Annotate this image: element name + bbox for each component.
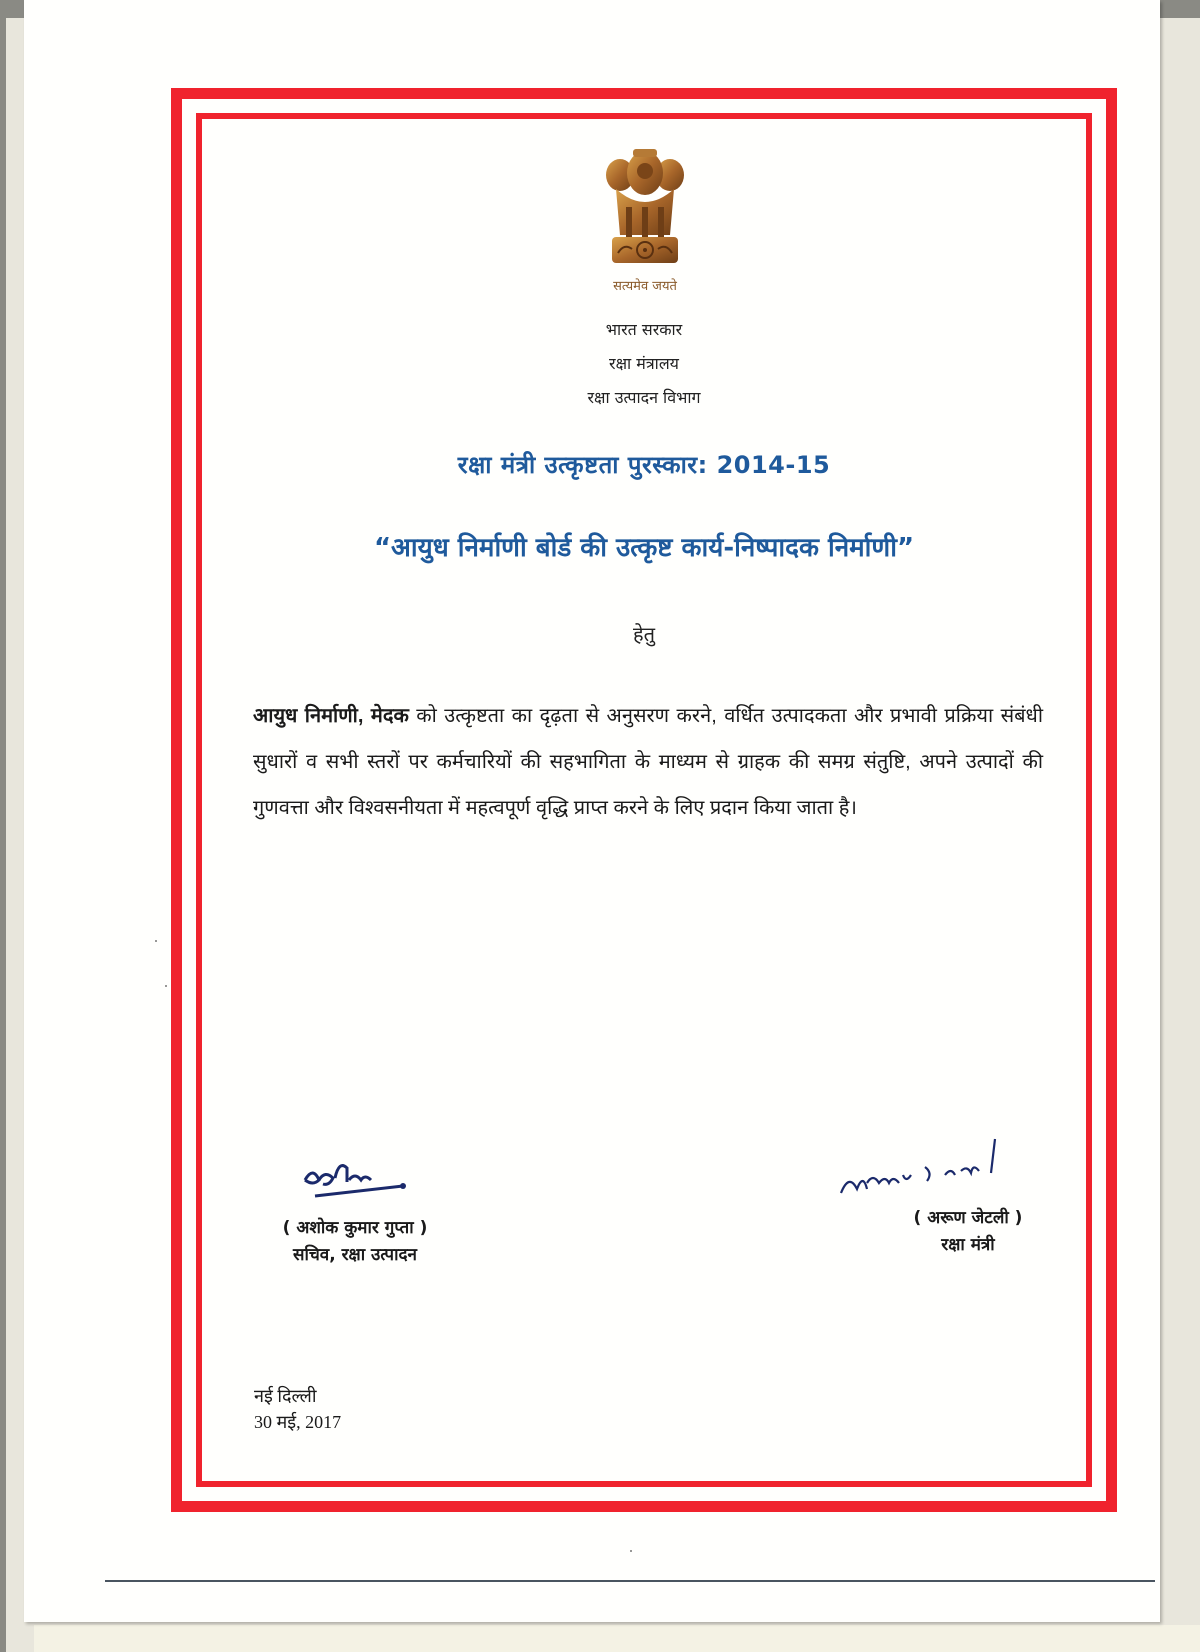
scan-speck <box>630 1550 632 1552</box>
background-sheet-edge <box>34 1625 1200 1652</box>
recipient-name: आयुध निर्माणी, मेदक <box>253 705 409 727</box>
scan-speck <box>165 985 167 987</box>
for-label: हेतु <box>632 622 656 646</box>
national-emblem-icon <box>600 145 690 275</box>
page-edge-line <box>105 1580 1155 1582</box>
header-ministry: रक्षा मंत्रालय <box>609 354 679 373</box>
signatory-name: ( अशोक कुमार गुप्ता ) <box>282 1218 428 1238</box>
header-department: रक्षा उत्पादन विभाग <box>587 388 701 407</box>
citation-text <box>253 693 1043 831</box>
signatory-role: रक्षा मंत्री <box>941 1235 995 1255</box>
signatory-minister <box>868 1205 1068 1259</box>
scan-speck <box>155 940 157 942</box>
award-subtitle: “आयुध निर्माणी बोर्ड की उत्कृष्ट कार्य-निष्पादक निर्माणी” <box>373 533 915 563</box>
signatory-secretary <box>245 1215 465 1269</box>
header-government: भारत सरकार <box>605 320 683 339</box>
place: नई दिल्ली <box>254 1386 317 1406</box>
citation-body: को उत्कृष्टता का दृढ़ता से अनुसरण करने, वर्धित उत्पादकता और प्रभावी प्रक्रिया संबंधी सुधारों व सभी स्तरों पर कर्मचारियों की सहभागिता के माध्यम से ग्राहक की समग्र संतुष्टि, अपने उत्पादों की गुणवत्ता और विश्वसनीयता में महत्वपूर्ण वृद्धि प्राप्त करने के लिए प्रदान किया जाता है। <box>253 705 1043 819</box>
signatory-name: ( अरूण जेटली ) <box>913 1208 1023 1228</box>
emblem-motto: सत्यमेव जयते <box>613 279 677 294</box>
award-title: रक्षा मंत्री उत्कृष्टता पुरस्कार: 2014-15 <box>457 451 831 479</box>
issue-date: 30 मई, 2017 <box>254 1412 342 1432</box>
signatory-role: सचिव, रक्षा उत्पादन <box>293 1245 417 1265</box>
place-date-block <box>254 1383 341 1435</box>
